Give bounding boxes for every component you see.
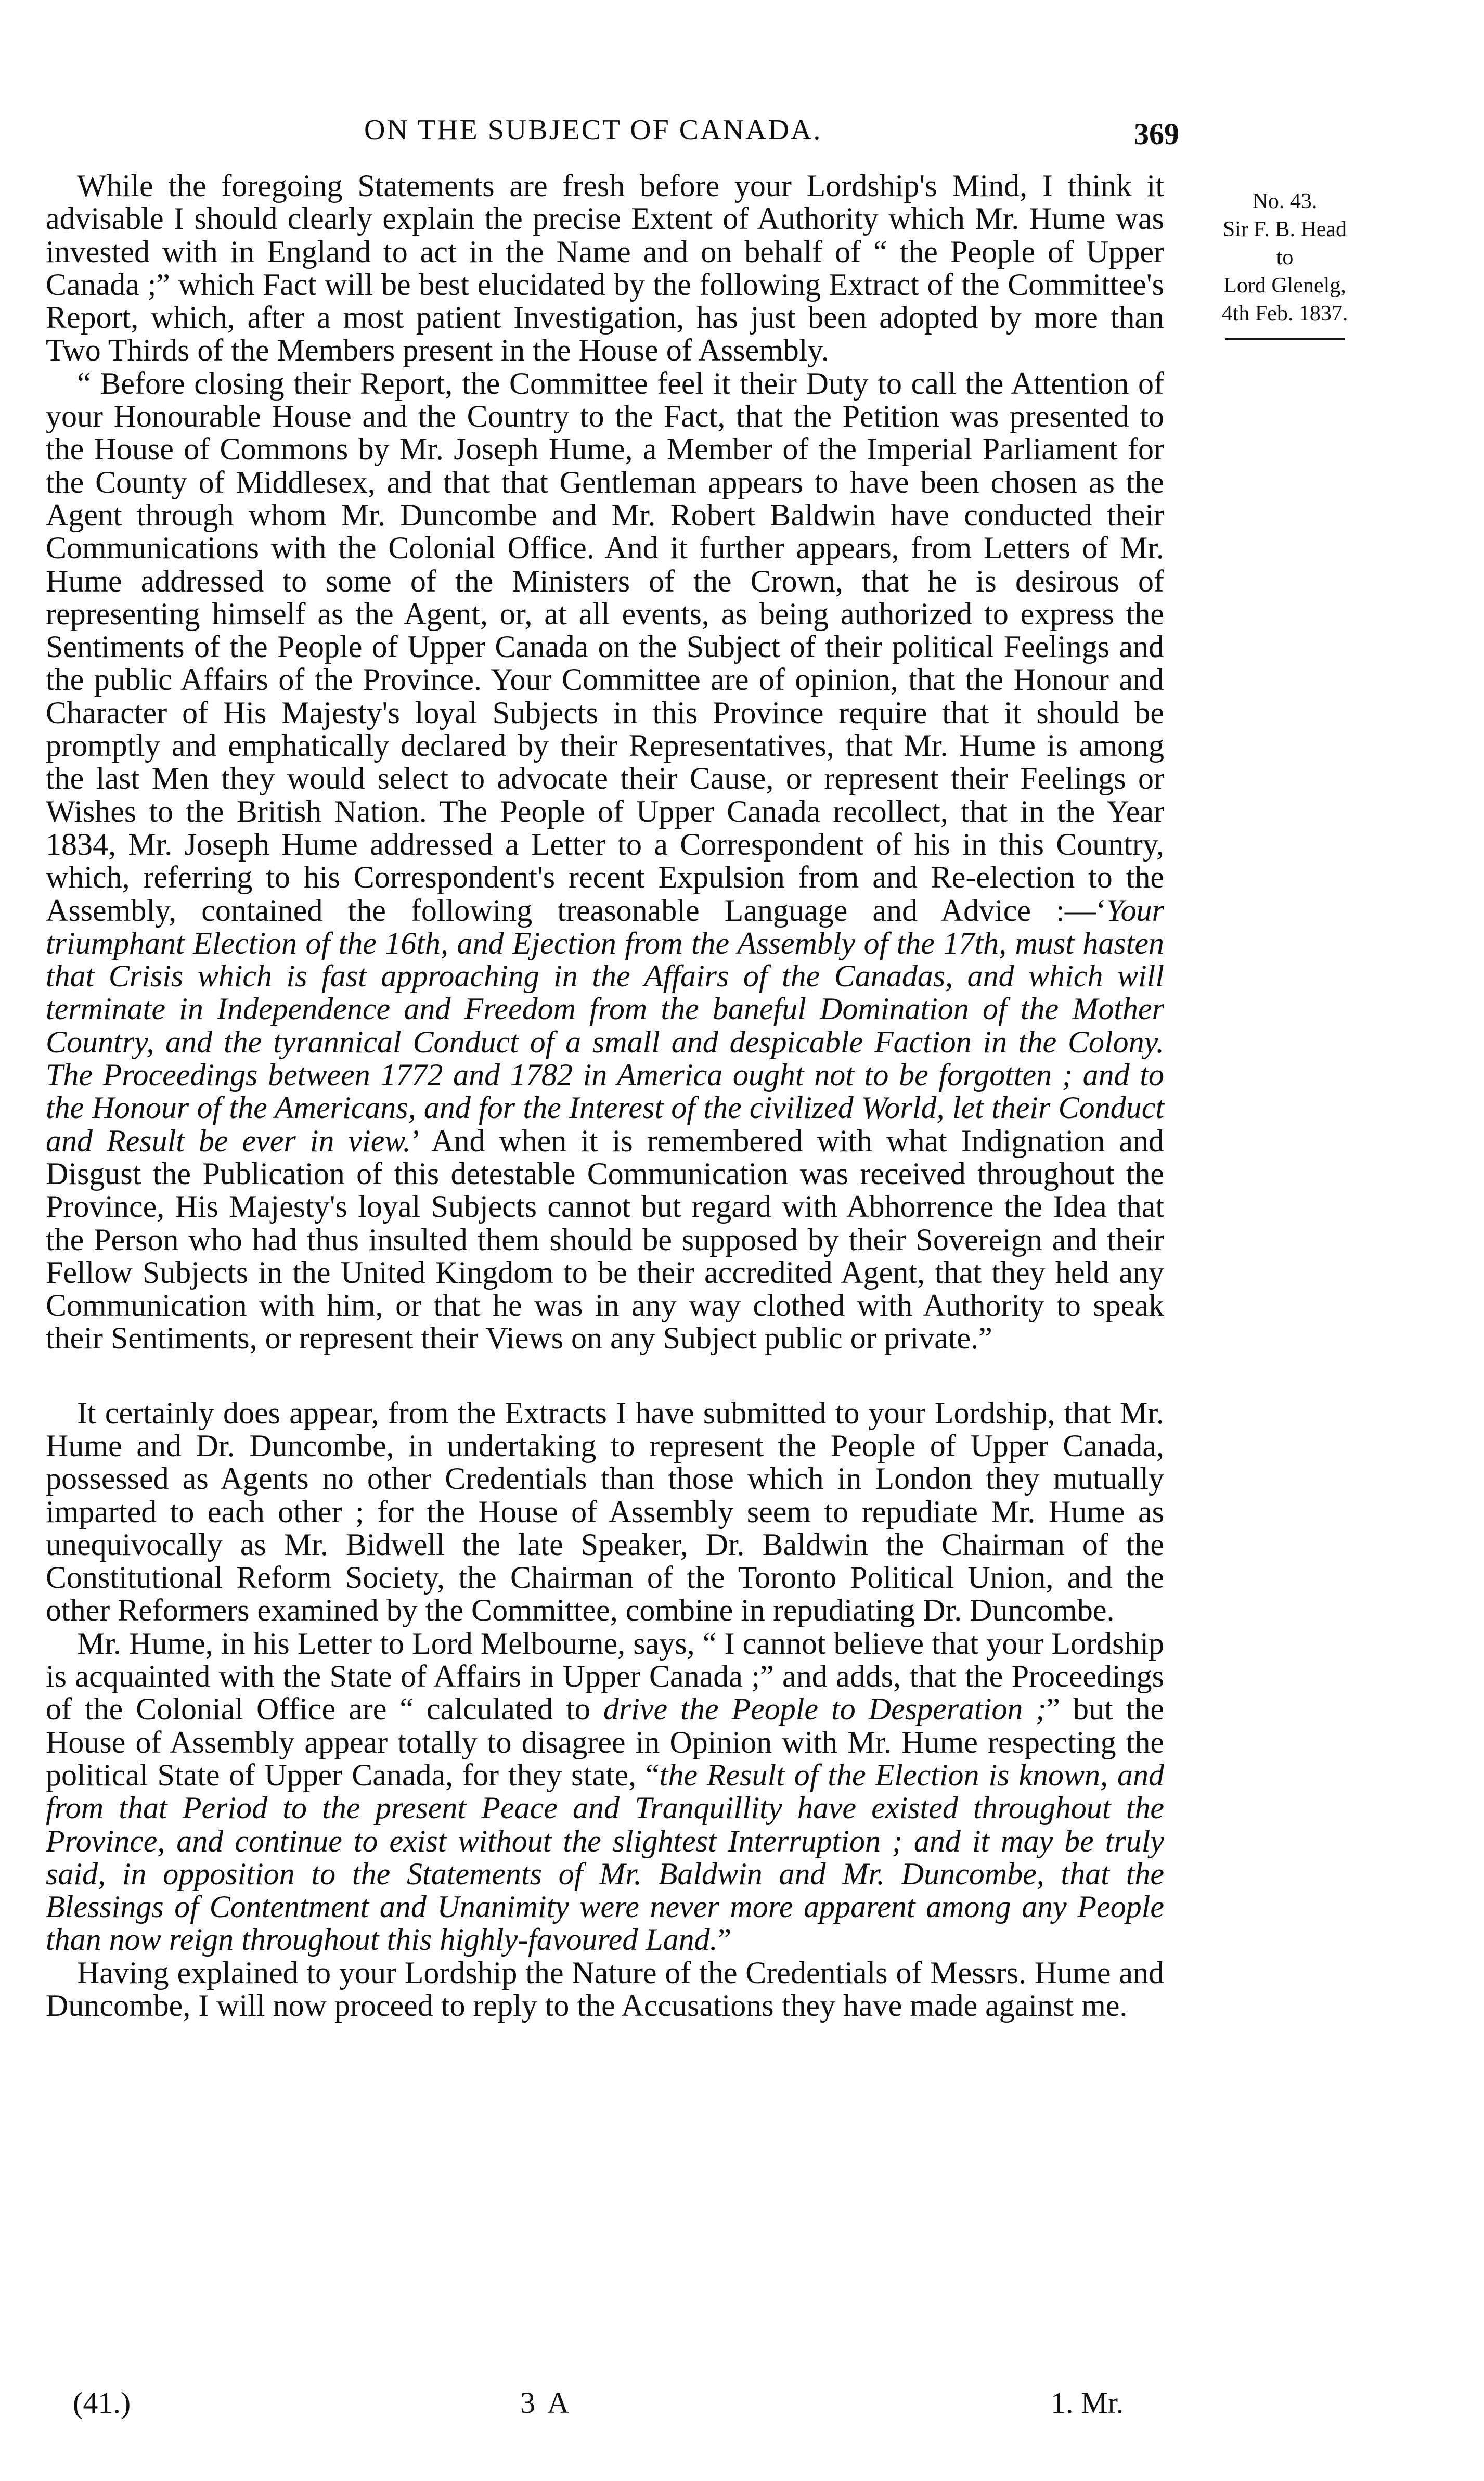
p4-part-c: ” but the House of Assembly appear totally to disagree in Opinion with Mr. Hume respecting the political State of Upper Canada, for they state, “ (46, 1692, 1164, 1792)
margin-note-date: 4th Feb. 1837. (1221, 302, 1348, 326)
margin-note-rule (1225, 338, 1345, 340)
paragraph-5: Having explained to your Lordship the Nature of the Credentials of Messrs. Hume and Duncombe, I will now proceed to reply to the Accusations they have made against me. (46, 1955, 1164, 2023)
paragraph-2-committee-extract (46, 367, 1164, 1355)
extract-intro: “ Before closing their Report, the Committee feel it their Duty to call the Attention of your Honourable House and the Country to the Fact, that the Petition was presented to the House of Commons by Mr. Joseph Hume, a Member of the Imperial Parliament for the County of Middlesex, and that that Gentleman appears to have been chosen as the Agent through whom Mr. Duncombe and Mr. Robert Baldwin have conducted their Communications with the Colonial Office. And it further appears, from Letters of Mr. Hume addressed to some of the Ministers of the Crown, that he is desirous of representing himself as the Agent, or, at all events, as being authorized to express the Sentiments of the People of Upper Canada on the Subject of their political Feelings and the public Affairs of the Province. Your Committee are of opinion, that the Honour and Character of His Majesty's loyal Subjects in this Province require that it should be promptly and emphatically declared by their Representatives, that Mr. Hume is among the last Men they would select to advocate their Cause, or represent their Feelings or Wishes to the British Nation. The People of Upper Canada recollect, that in the Year 1834, Mr. Joseph Hume addressed a Letter to a Correspondent of his in this Country, which, referring to his Correspondent's recent Expulsion from and Re-election to the Assembly, contained the following treasonable Language and Advice :—‘ (46, 366, 1164, 928)
margin-note (1207, 187, 1363, 340)
p4-quote-desperation: drive the People to Desperation ; (603, 1692, 1047, 1727)
hume-letter-quote: Your triumphant Election of the 16th, and Ejection from the Assembly of the 17th, must hasten that Crisis which is fast approaching in the Affairs of the Canadas, and which will terminate in Independence and Freedom from the baneful Domination of the Mother Country, and the tyrannical Conduct of a small and despicable Faction in the Colony. The Proceedings between 1772 and 1782 in America ought not to be forgotten ; and to the Honour of the Americans, and for the Interest of the civilized World, let their Conduct and Result be ever in view. (46, 893, 1164, 1158)
p4-part-a: Mr. Hume, in his Letter to Lord Melbourne, says, “ I cannot believe that your Lordship is acquainted with the State of Affairs in Upper Canada ;” and adds, that the Proceedings of the Colonial Office are “ calculated to (46, 1626, 1164, 1727)
page-number: 369 (1134, 117, 1179, 151)
margin-note-to: to (1276, 246, 1294, 269)
paragraph-3: It certainly does appear, from the Extracts I have submitted to your Lordship, that Mr. Hume and Dr. Duncombe, in undertaking to represent the People of Upper Canada, possessed as Agents no other Credentials than those which in London they mutually imparted to each other ; for the House of Assembly seem to repudiate Mr. Hume as unequivocally as Mr. Bidwell the late Speaker, Dr. Baldwin the Chairman of the Constitutional Reform Society, the Chairman of the Toronto Political Union, and the other Reformers examined by the Committee, combine in repudiating Dr. Duncombe. (46, 1395, 1164, 1628)
page-footer (0, 2385, 1484, 2427)
p4-quote-assembly: the Result of the Election is known, and from that Period to the present Peace and Tranquillity have existed throughout the Province, and continue to exist without the slightest Interruption ; and it may be truly said, in opposition to the Statements of Mr. Baldwin and Mr. Duncombe, that the Blessings of Contentment and Unanimity were never more apparent among any People than now reign throughout this highly-favoured Land. (46, 1757, 1164, 1957)
margin-note-recipient: Lord Glenelg, (1223, 274, 1346, 298)
paragraph-1: While the foregoing Statements are fresh before your Lordship's Mind, I think it advisable I should clearly explain the precise Extent of Authority which Mr. Hume was invested with in England to act in the Name and on behalf of “ the People of Upper Canada ;” which Fact will be best elucidated by the following Extract of the Committee's Report, which, after a most patient Investigation, has just been adopted by more than Two Thirds of the Members present in the House of Assembly. (46, 169, 1164, 368)
footer-catchword: 1. Mr. (1051, 2386, 1124, 2420)
paragraph-4 (46, 1627, 1164, 1957)
extract-conclusion: ’ And when it is remembered with what Indignation and Disgust the Publication of this detestable Communication was received throughout the Province, His Majesty's loyal Subjects cannot but regard with Abhorrence the Idea that the Person who had thus insulted them should be supposed by their Sovereign and their Fellow Subjects in the United Kingdom to be their accredited Agent, that they held any Communication with him, or that he was in any way clothed with Authority to speak their Sentiments, or represent their Views on any Subject public or private.” (46, 1123, 1164, 1356)
footer-signature: 3 A (520, 2386, 573, 2420)
footer-sheet-number: (41.) (73, 2386, 131, 2420)
margin-note-number: No. 43. (1252, 189, 1318, 213)
main-text (46, 170, 1164, 2022)
page-header (0, 113, 1484, 160)
p4-part-e: ” (717, 1922, 732, 1957)
margin-note-from: Sir F. B. Head (1222, 217, 1347, 241)
running-title: ON THE SUBJECT OF CANADA. (364, 114, 822, 146)
